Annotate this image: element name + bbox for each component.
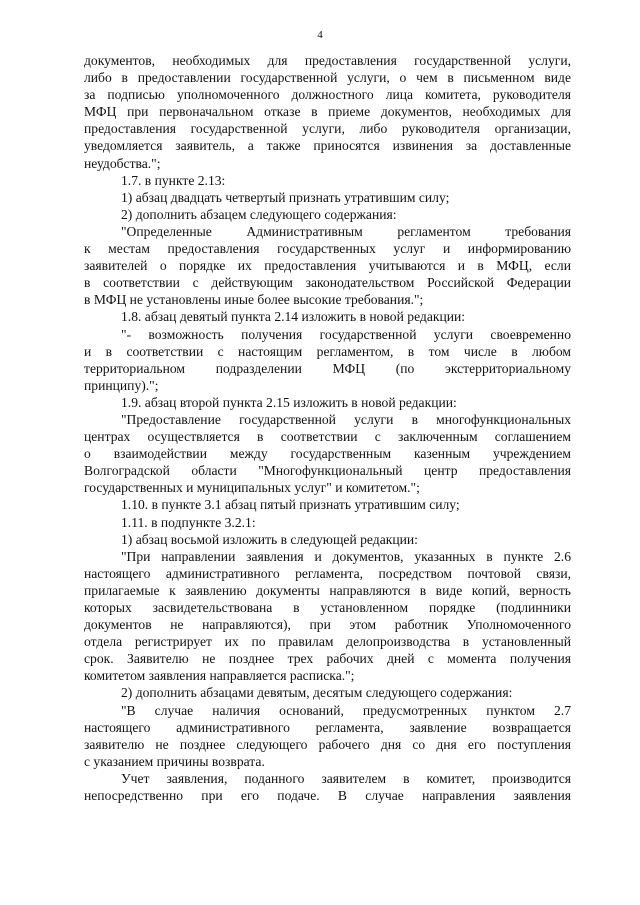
- text-line: срок. Заявителю не позднее трех рабочих дней с момента получения: [84, 651, 571, 667]
- text-line: 1) абзац двадцать четвертый признать утратившим силу;: [121, 189, 450, 205]
- text-line: 1.10. в пункте 3.1 абзац пятый признать утратившим силу;: [121, 497, 460, 513]
- text-line: государственных и муниципальных услуг" и комитетом.";: [84, 480, 420, 496]
- text-line: настоящего административного регламента, посредством почтовой связи,: [84, 565, 571, 581]
- page-number: 4: [317, 29, 323, 41]
- text-line: неудобства.";: [84, 155, 161, 171]
- text-line: центрах осуществляется в соответствии с заключенным соглашением: [84, 429, 571, 445]
- text-line: предоставления государственной услуги, либо руководителя организации,: [84, 121, 571, 137]
- text-line: непосредственно при его подаче. В случае направления заявления: [84, 788, 571, 804]
- text-line: документов не направляются), при этом работник Уполномоченного: [84, 617, 571, 633]
- text-line: и в соответствии с настоящим регламентом, в том числе в любом: [84, 343, 571, 359]
- text-line: принципу).";: [84, 377, 159, 393]
- text-line: заявителю не позднее следующего рабочего дня со дня его поступления: [84, 736, 571, 752]
- text-line: либо в предоставлении государственной услуги, о чем в письменном виде: [84, 70, 571, 86]
- text-line: которых засвидетельствована в установленном порядке (подлинники: [84, 600, 571, 615]
- text-line: 1.8. абзац девятый пункта 2.14 изложить в новой редакции:: [121, 309, 466, 325]
- text-line: документов, необходимых для предоставления государственной услуги,: [84, 53, 571, 68]
- text-line: 2) дополнить абзацами девятым, десятым следующего содержания:: [121, 685, 513, 701]
- text-line: Волгоградской области "Многофункциональный центр предоставления: [84, 463, 571, 479]
- text-line: МФЦ при первоначальном отказе в приеме документов, необходимых для: [84, 104, 571, 120]
- text-line: территориальном подразделении МФЦ (по экстерриториальному: [84, 360, 571, 376]
- text-line: уведомляется заявитель, а также приносятся извинения за доставленные: [84, 138, 571, 154]
- text-line: 1.9. абзац второй пункта 2.15 изложить в новой редакции:: [121, 394, 457, 410]
- text-line: к местам предоставления государственных услуг и информированию: [84, 241, 571, 257]
- text-line: Учет заявления, поданного заявителем в комитет, производится: [121, 770, 571, 786]
- document-body: [84, 52, 571, 804]
- text-line: "При направлении заявления и документов, указанных в пункте 2.6: [121, 548, 571, 564]
- text-line: прилагаемые к заявлению документы направляются в виде копий, верность: [84, 582, 571, 598]
- text-line: настоящего административного регламента, заявление возвращается: [84, 719, 571, 735]
- text-line: за подписью уполномоченного должностного лица комитета, руководителя: [84, 87, 571, 103]
- text-line: "Предоставление государственной услуги в многофункциональных: [121, 411, 571, 427]
- text-line: отдела регистрирует их по правилам делопроизводства в установленный: [84, 634, 571, 650]
- text-line: 1) абзац восьмой изложить в следующей редакции:: [121, 531, 418, 547]
- text-line: "Определенные Административным регламентом требования: [121, 223, 571, 239]
- text-line: комитетом заявления направляется расписка.";: [84, 668, 355, 684]
- text-line: о взаимодействии между государственным казенным учреждением: [84, 446, 571, 462]
- text-line: 1.11. в подпункте 3.2.1:: [121, 514, 256, 530]
- text-line: с указанием причины возврата.: [84, 753, 265, 769]
- text-line: в соответствии с действующим законодательством Российской Федерации: [84, 275, 571, 291]
- text-line: 1.7. в пункте 2.13:: [121, 172, 226, 188]
- text-line: "В случае наличия оснований, предусмотренных пунктом 2.7: [121, 702, 571, 718]
- text-line: "- возможность получения государственной услуги своевременно: [121, 326, 571, 342]
- text-line: заявителей о порядке их предоставления учитываются и в МФЦ, если: [84, 258, 571, 274]
- text-line: в МФЦ не установлены иные более высокие требования.";: [84, 292, 424, 308]
- text-line: 2) дополнить абзацем следующего содержания:: [121, 206, 397, 222]
